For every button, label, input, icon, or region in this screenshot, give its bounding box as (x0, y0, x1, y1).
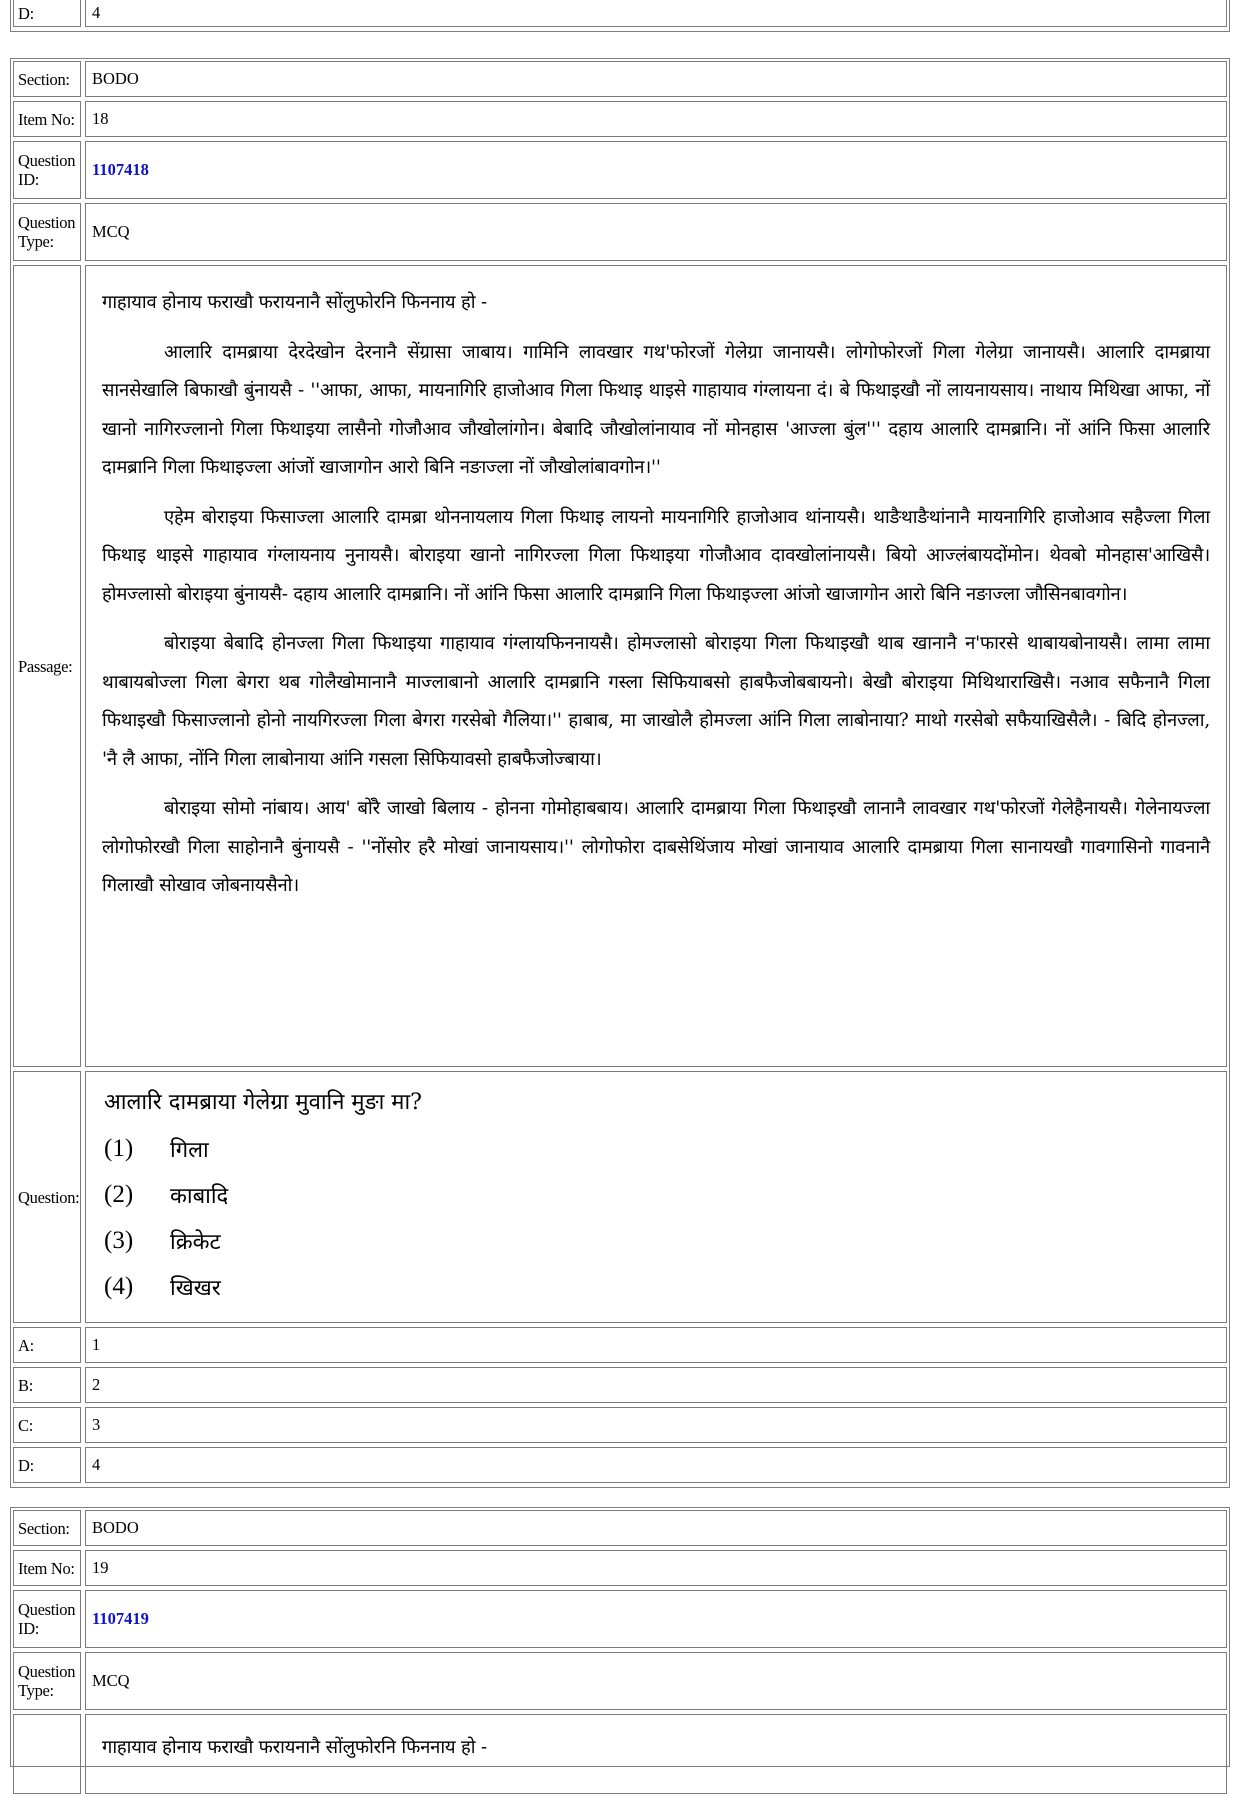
question-type-value: MCQ (85, 203, 1227, 261)
option-3 (104, 1218, 1208, 1264)
section-label: Section: (13, 61, 81, 97)
passage-paragraph-4: बोराइया सोमो नांबाय। आय' बोंरै जाखो बिलाय - होनना गोमोहाबबाय। आलारि दामब्राया गिला फिथाइखौ लानानै लावखार गथ'फोरजों गेलेहैनायसै। गेलेनायज्ला लोगोफोरखौ गिला साहोनानै बुंनायसै - ''नोंसोर हरै मोखां जानायसाय।'' लोगोफोरा दाबसेथिंजाय मोखां जानायाव आलारि दामब्राया गिला सानायखौ गावगासिनो गावनानै गिलाखौ सोखाव जोबनायसैनो। (102, 798, 1210, 896)
question-text: आलारि दामब्राया गेलेग्रा मुवानि मुङा मा? (104, 1090, 422, 1115)
item-no-label: Item No: (13, 101, 81, 137)
question-id-value: 1107419 (85, 1590, 1227, 1648)
option-number: (3) (104, 1227, 134, 1254)
question-label: Question: (13, 1071, 81, 1323)
passage-label (13, 1714, 81, 1794)
passage-text (85, 265, 1227, 1067)
option-text: गिला (170, 1138, 209, 1163)
prev-item-block (10, 0, 1230, 32)
section-label: Section: (13, 1510, 81, 1546)
question-id-label: Question ID: (13, 1590, 81, 1648)
question-type-label: Question Type: (13, 203, 81, 261)
option-1 (104, 1126, 1208, 1172)
item-19-block (10, 1507, 1230, 1767)
option-number: (4) (104, 1273, 134, 1300)
option-2 (104, 1172, 1208, 1218)
answer-d-value: 4 (85, 1447, 1227, 1483)
item-18-block (10, 58, 1230, 1488)
question-box (85, 1071, 1227, 1323)
answer-d-label: D: (13, 1447, 81, 1483)
item-no-value: 18 (85, 101, 1227, 137)
question-type-value: MCQ (85, 1652, 1227, 1710)
section-value: BODO (85, 1510, 1227, 1546)
section-value: BODO (85, 61, 1227, 97)
answer-d-value: 4 (85, 0, 1227, 27)
passage-paragraph-2: एहेम बोराइया फिसाज्ला आलारि दामब्रा थोननायलाय गिला फिथाइ लायनो मायनागिरि हाजोआव थांनायसै। थाङैथाङैथांनानै मायनागिरि हाजोआव सहैज्ला गिला फिथाइ थाइसे गाहायाव गंग्लायनाय नुनायसै। बोराइया खानो नागिरज्ला गिला फिथाइया गोजौआव दावखोलांनायसै। बियो आज्लंबायदोंमोन। थेवबो मोनहास'आखिसै। होमज्लासो बोराइया बुंनायसै- दहाय आलारि दामब्रानि। नों आंनि फिसा आलारि दामब्रानि गिला फिथाइज्ला आंजो खाजागोन आरो बिनि नङाज्ला जौसिनबावगोन। (102, 506, 1210, 605)
option-text: काबादि (170, 1184, 229, 1209)
option-number: (2) (104, 1181, 134, 1208)
question-type-label: Question Type: (13, 1652, 81, 1710)
question-id-label: Question ID: (13, 141, 81, 199)
passage-paragraph-3: बोराइया बेबादि होनज्ला गिला फिथाइया गाहायाव गंग्लायफिननायसै। होमज्लासो बोराइया गिला फिथाइखौ थाब खानानै न'फारसे थाबायबोनायसै। लामा लामा थाबायबोज्ला गिला बेगरा थब गोलैखोमानानै माज्लाबानो आलारि दामब्रानि गस्ला सिफियाबसो हाबफैजोबबायनो। बेखौ बोराइया मिथिथाराखिसै। नआव सफैनानै गिला फिथाइखौ फिसाज्लानो होनो नायगिरज्ला गिला बेगरा गरसेबो गैलिया।'' हाबाब, मा जाखोलै होमज्ला आंनि गिला लाबोनाया? माथो गरसेबो सफैयाखिसैलै। - बिदि होनज्ला, 'नै लै आफा, नोंनि गिला लाबोनाया आंनि गसला सिफियावसो हाबफैजोज्बाया। (102, 633, 1210, 770)
item-no-value: 19 (85, 1550, 1227, 1586)
passage-intro: गाहायाव होनाय फराखौ फरायनानै सोंलुफोरनि फिननाय हो - (102, 1737, 487, 1758)
passage-text (85, 1714, 1227, 1794)
option-text: क्रिकेट (170, 1230, 221, 1255)
question-id-value: 1107418 (85, 141, 1227, 199)
answer-a-label: A: (13, 1327, 81, 1363)
answer-d-label: D: (13, 0, 81, 27)
option-4 (104, 1264, 1208, 1310)
passage-label: Passage: (13, 265, 81, 1067)
option-text: खिखर (170, 1276, 221, 1301)
answer-a-value: 1 (85, 1327, 1227, 1363)
answer-c-label: C: (13, 1407, 81, 1443)
passage-paragraph-1: आलारि दामब्राया देरदेखोन देरनानै सेंग्रासा जाबाय। गामिनि लावखार गथ'फोरजों गेलेग्रा जानायसै। लोगोफोरजों गिला गेलेग्रा जानायसै। आलारि दामब्राया सानसेखालि बिफाखौ बुंनायसै - ''आफा, आफा, मायनागिरि हाजोआव गिला फिथाइ थाइसे गाहायाव गंग्लायना दं। बे फिथाइखौ नों लायनायसाय। नाथाय मिथिखा आफा, नों खानो नागिरज्लानो गिला फिथाइया लासैनो गोजौआव जौखोलांगोन। बेबादि जौखोलांनायाव नों मोनहास 'आज्ला बुंल''' दहाय आलारि दामब्रानि। नों आंनि फिसा आलारि दामब्रानि गिला फिथाइज्ला आंजों खाजागोन आरो बिनि नङाज्ला नों जौखोलांबावगोन।'' (102, 341, 1210, 478)
answer-c-value: 3 (85, 1407, 1227, 1443)
option-number: (1) (104, 1135, 134, 1162)
passage-intro: गाहायाव होनाय फराखौ फरायनानै सोंलुफोरनि फिननाय हो - (102, 292, 487, 313)
answer-b-value: 2 (85, 1367, 1227, 1403)
answer-b-label: B: (13, 1367, 81, 1403)
item-no-label: Item No: (13, 1550, 81, 1586)
